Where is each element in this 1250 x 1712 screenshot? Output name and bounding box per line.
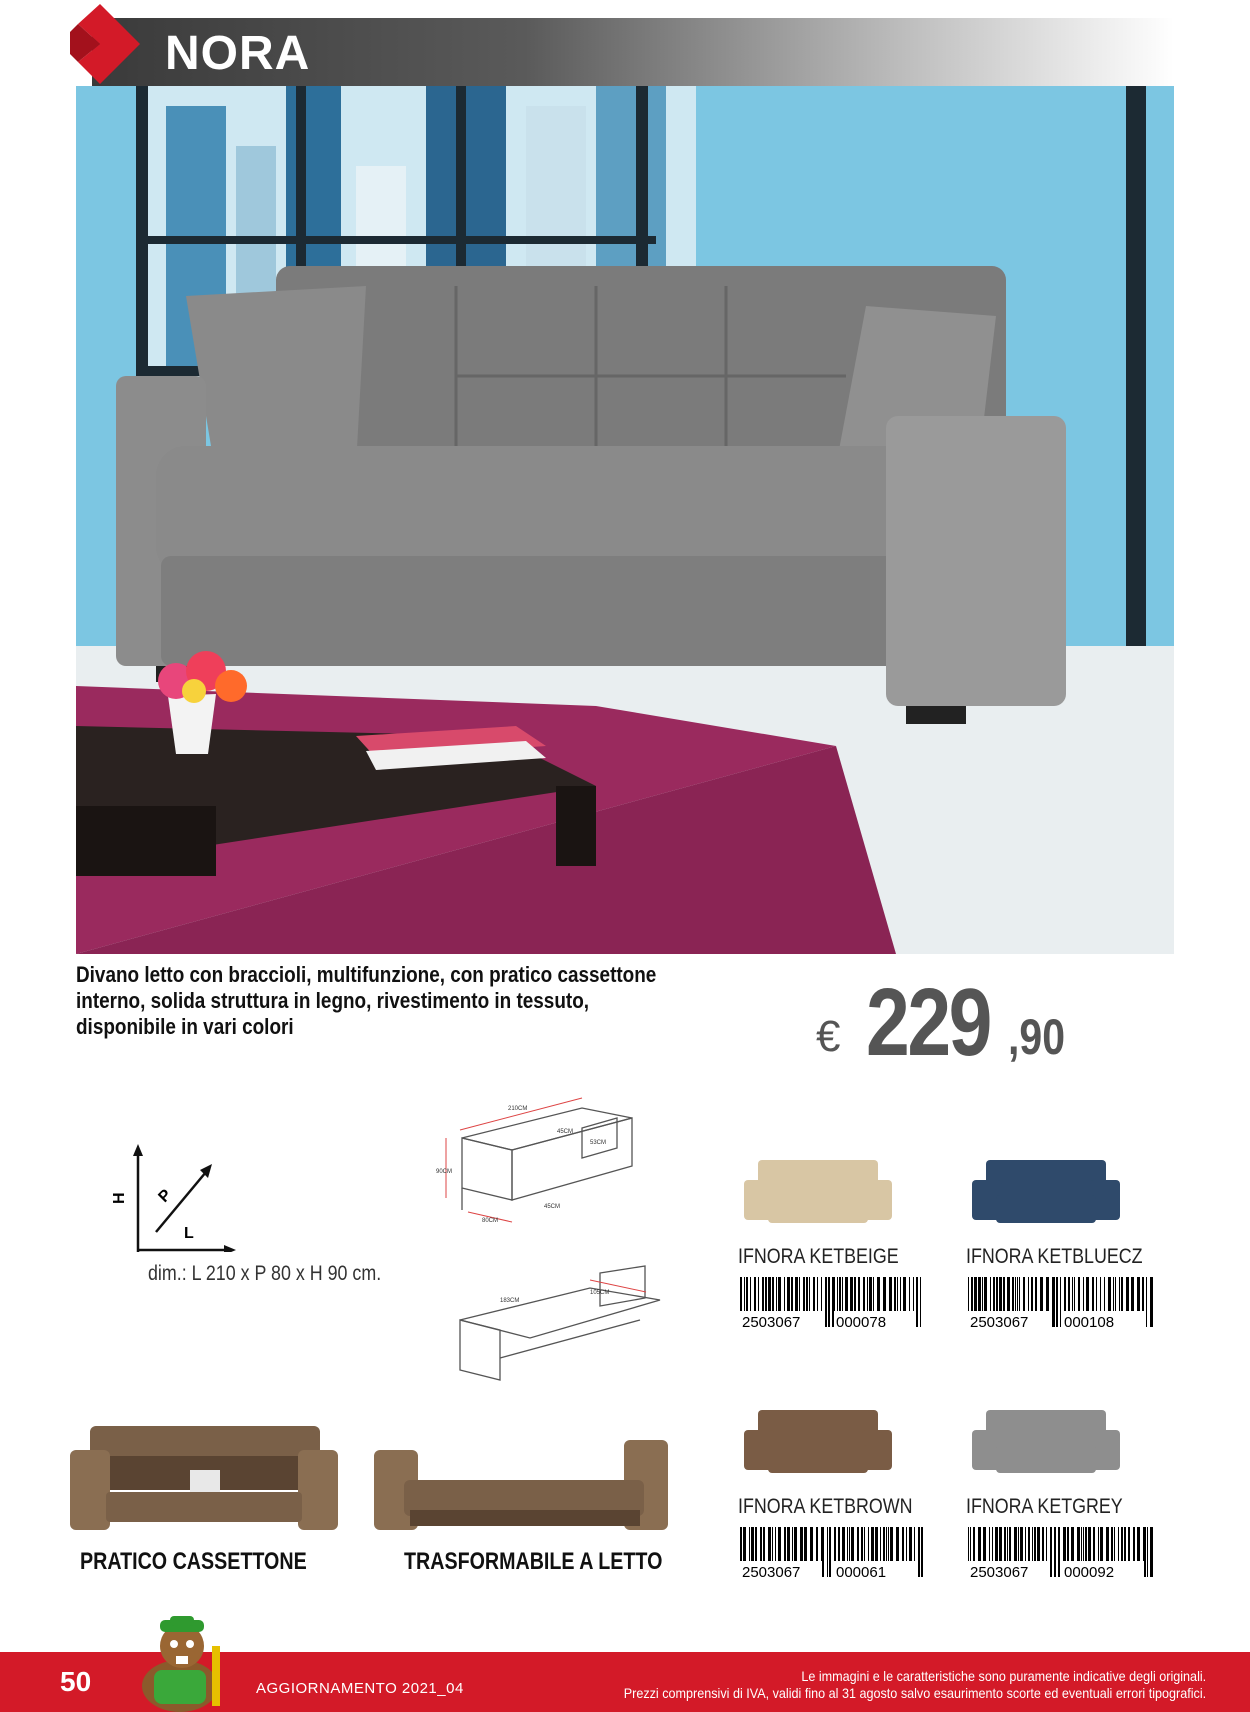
barcode-icon (738, 1527, 928, 1581)
barcode-icon (966, 1527, 1156, 1581)
barcode-number-left: 2503067 (970, 1314, 1029, 1331)
barcode-icon (966, 1277, 1156, 1331)
axis-p-label: P (155, 1186, 175, 1206)
axis-l-label: L (184, 1225, 194, 1242)
disclaimer-line: Le immagini e le caratteristiche sono puramente indicative degli originali. (801, 1668, 1206, 1684)
variant-sofa-image (966, 1150, 1126, 1236)
feature-label-bed: TRASFORMABILE A LETTO (404, 1548, 663, 1575)
feature-storage-image (70, 1420, 340, 1540)
tech-label: 53CM (590, 1140, 607, 1146)
edition-label: AGGIORNAMENTO 2021_04 (256, 1680, 464, 1697)
hero-sofa-photo (76, 86, 1174, 954)
price-decimal: ,90 (1008, 1009, 1066, 1065)
barcode-number-left: 2503067 (742, 1564, 801, 1581)
feature-bed-image (374, 1420, 674, 1540)
variant-card (738, 1150, 928, 1331)
technical-drawing-sofa (432, 1088, 662, 1238)
variant-card (738, 1400, 928, 1581)
description-line: Divano letto con braccioli, multifunzione, con pratico cassettone (76, 962, 657, 987)
tech-label: 45CM (557, 1129, 574, 1135)
variant-code: IFNORA KETGREY (966, 1495, 1123, 1518)
barcode-number-left: 2503067 (970, 1564, 1029, 1581)
barcode-number-left: 2503067 (742, 1314, 801, 1331)
variant-code: IFNORA KETBLUECZ (966, 1245, 1143, 1268)
description-line: interno, solida struttura in legno, rivestimento in tessuto, (76, 988, 590, 1013)
description-line: disponibile in vari colori (76, 1014, 294, 1039)
dimensions-text: dim.: L 210 x P 80 x H 90 cm. (148, 1262, 382, 1285)
tech-label: 105CM (590, 1290, 610, 1296)
page-number: 50 (60, 1666, 92, 1697)
barcode-icon (738, 1277, 928, 1331)
feature-label-storage: PRATICO CASSETTONE (80, 1548, 307, 1575)
variant-sofa-image (738, 1150, 898, 1236)
tech-label: 183CM (500, 1298, 520, 1304)
tech-label: 80CM (482, 1218, 499, 1224)
brand-chevron-icon (70, 4, 160, 92)
product-description (76, 962, 678, 1040)
barcode-number-right: 000092 (1064, 1564, 1115, 1581)
page-title: NORA (165, 27, 311, 80)
variant-card (966, 1150, 1156, 1331)
variant-code: IFNORA KETBEIGE (738, 1245, 899, 1268)
mascot-beaver-icon (120, 1616, 244, 1712)
variant-sofa-image (738, 1400, 898, 1486)
tech-label: 210CM (508, 1106, 528, 1112)
barcode-number-right: 000108 (1064, 1314, 1115, 1331)
disclaimer-line: Prezzi comprensivi di IVA, validi fino al 31 agosto salvo esaurimento scorte ed eventuali errori tipografici. (623, 1685, 1206, 1701)
dimension-axes-diagram (108, 1142, 238, 1252)
price-integer: 229 (866, 969, 990, 1076)
price-currency: € (816, 1012, 841, 1061)
tech-label: 45CM (544, 1204, 561, 1210)
disclaimer (624, 1668, 1206, 1702)
variant-sofa-image (966, 1400, 1126, 1486)
barcode-number-right: 000078 (836, 1314, 887, 1331)
variant-code: IFNORA KETBROWN (738, 1495, 913, 1518)
technical-drawing-bed (440, 1248, 670, 1398)
tech-label: 90CM (436, 1169, 453, 1175)
barcode-number-right: 000061 (836, 1564, 887, 1581)
axis-h-label: H (111, 1192, 128, 1204)
variant-card (966, 1400, 1156, 1581)
